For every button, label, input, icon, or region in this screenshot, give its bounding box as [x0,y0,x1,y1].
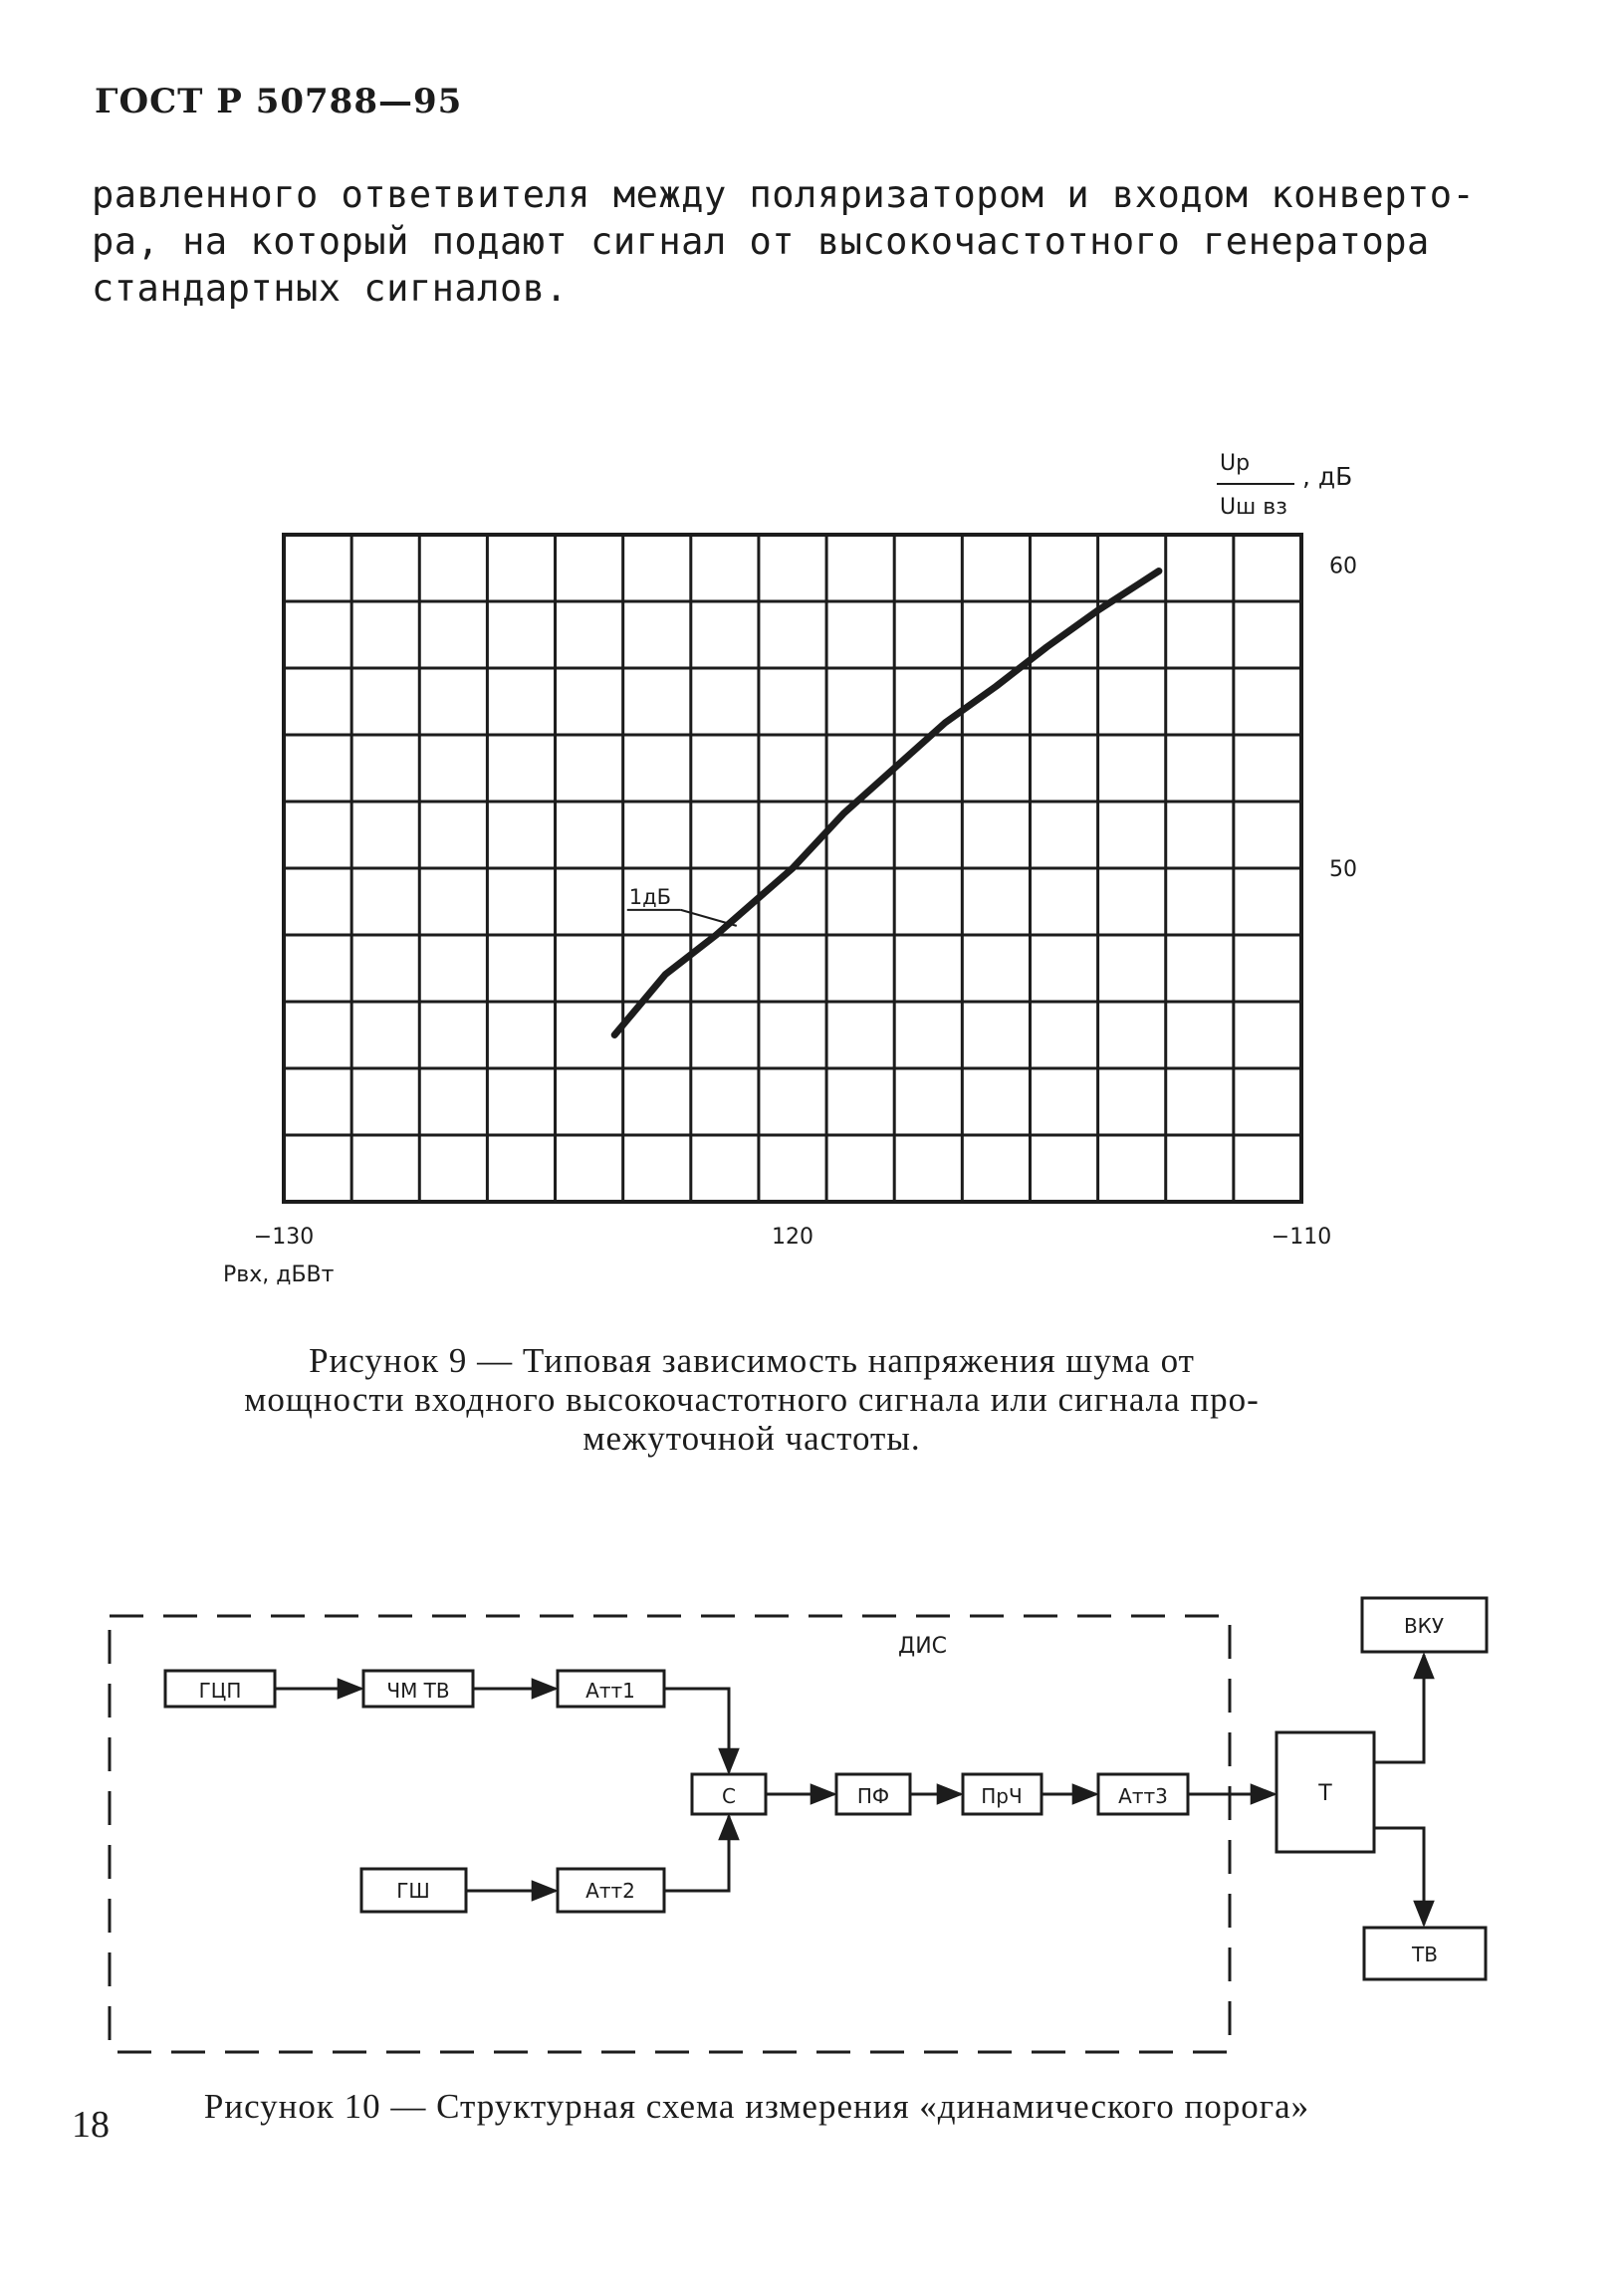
arrow-att1-c [664,1689,729,1772]
label-gsh: ГШ [396,1879,430,1903]
label-att3: Атт3 [1118,1784,1168,1808]
arrow-att2-c [664,1816,729,1891]
label-chm-tv: ЧМ ТВ [386,1679,450,1703]
y-tick-label: 60 [1329,554,1357,579]
annotation-leader-line [681,910,737,926]
x-tick-label: 120 [772,1225,813,1250]
label-pf: ПФ [856,1784,890,1808]
label-t: Т [1318,1781,1332,1806]
caption-line: мощности входного высокочастотного сигнала или сигнала про- [244,1380,1260,1419]
figure9-caption [189,1341,1314,1458]
caption-line: межуточной частоты. [582,1419,921,1458]
block-diagram [110,1598,1487,2052]
annotation-label: 1дБ [628,884,672,909]
arrow-t-tv [1374,1828,1424,1925]
label-vku: ВКУ [1403,1614,1445,1638]
y-axis-unit: , дБ [1302,462,1353,491]
page-number: 18 [72,2104,110,2146]
label-att2: Атт2 [585,1879,635,1903]
figure10-caption [119,2087,1394,2126]
label-gcp: ГЦП [198,1679,242,1703]
y-axis-denominator: Uш вз [1220,495,1287,520]
dis-label: ДИС [898,1634,948,1659]
x-axis-label: Pвх, дБВт [223,1262,335,1287]
label-c: С [722,1784,736,1808]
dis-enclosure [110,1616,1230,2052]
noise-chart [223,451,1357,1287]
block-labels [199,1614,1444,1966]
x-tick-label: −130 [253,1225,315,1250]
caption-line: Рисунок 9 — Типовая зависимость напряжения шума от [309,1341,1195,1380]
label-prch: ПрЧ [981,1784,1023,1808]
y-tick-label: 50 [1329,857,1357,882]
label-tv: ТВ [1412,1943,1438,1966]
arrow-t-vku [1374,1655,1424,1762]
body-line: равленного ответвителя между поляризатором и входом конверто- [92,173,1476,216]
document-id: ГОСТ Р 50788—95 [95,82,463,121]
body-line: ра, на который подают сигнал от высокочастотного генератора [92,220,1430,263]
y-axis-numerator: Uр [1220,451,1251,476]
x-tick-label: −110 [1271,1225,1332,1250]
label-att1: Атт1 [585,1679,635,1703]
body-line: стандартных сигналов. [92,267,569,310]
caption-line: Рисунок 10 — Структурная схема измерения «динамического порога» [203,2087,1310,2126]
